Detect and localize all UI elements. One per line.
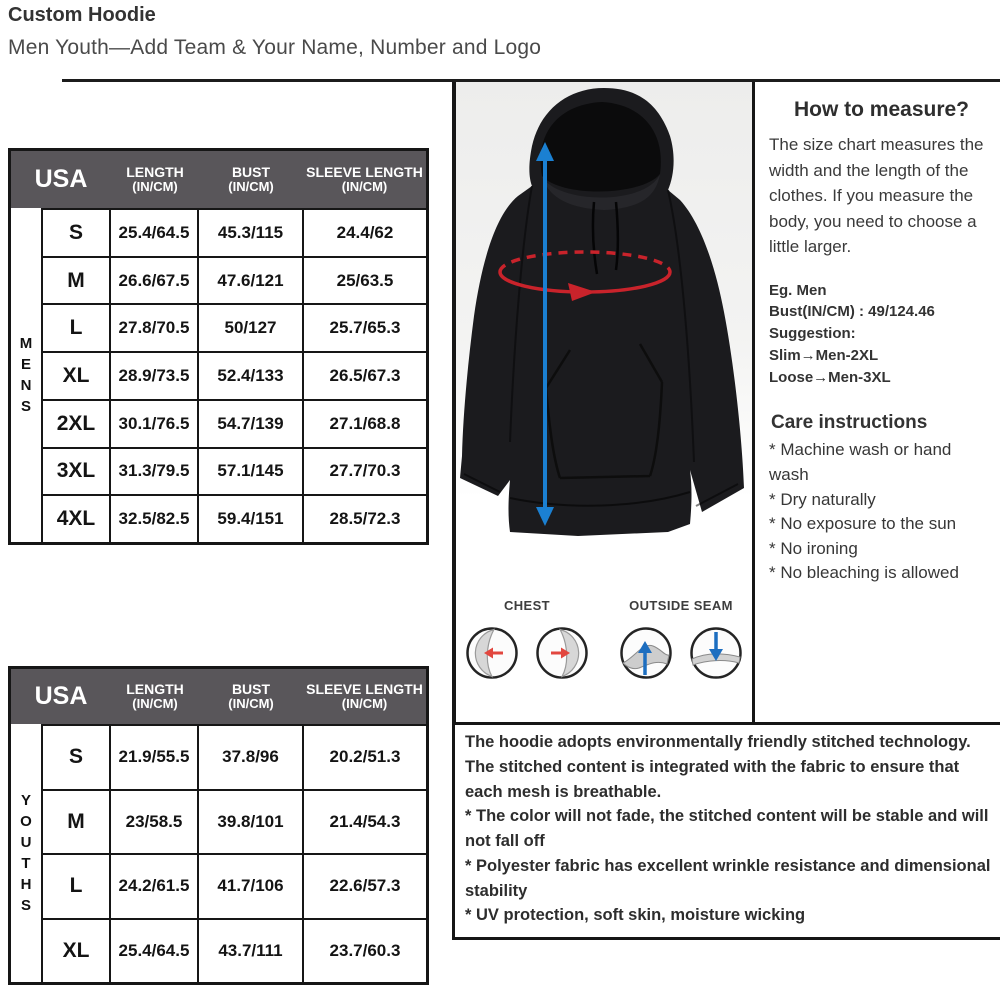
sleeve-cell: 28.5/72.3 <box>302 496 426 542</box>
bust-cell: 41.7/106 <box>197 855 302 918</box>
bust-cell: 47.6/121 <box>197 258 302 304</box>
outside-seam-label: OUTSIDE SEAM <box>629 598 733 613</box>
bust-cell: 45.3/115 <box>197 210 302 256</box>
mens-group-label: MENS <box>19 335 33 415</box>
length-cell: 23/58.5 <box>109 791 197 854</box>
mens-size-table <box>8 148 429 545</box>
length-cell: 24.2/61.5 <box>109 855 197 918</box>
youths-table-header <box>11 669 426 724</box>
bust-cell: 54.7/139 <box>197 401 302 447</box>
length-cell: 21.9/55.5 <box>109 726 197 789</box>
length-cell: 25.4/64.5 <box>109 920 197 983</box>
size-cell: M <box>67 268 85 292</box>
table-row <box>43 789 426 854</box>
size-cell: M <box>67 809 85 833</box>
care-item: * No ironing <box>769 538 858 558</box>
youths-group-label: YOUTHS <box>20 792 32 914</box>
how-to-measure-panel <box>755 82 1000 722</box>
table-row <box>43 724 426 789</box>
column-header-usa: USA <box>34 165 88 194</box>
feature-bullet: * The color will not fade, the stitched content will be stable and will not fall off <box>465 807 989 850</box>
sleeve-cell: 25/63.5 <box>302 258 426 304</box>
length-cell: 28.9/73.5 <box>109 353 197 399</box>
sleeve-cell: 26.5/67.3 <box>302 353 426 399</box>
feature-bullet: * UV protection, soft skin, moisture wicking <box>465 906 806 925</box>
youths-group-label-column <box>11 724 43 982</box>
column-header-length <box>111 164 199 195</box>
length-cell: 31.3/79.5 <box>109 449 197 495</box>
column-header-bust-label: BUST <box>231 680 271 697</box>
care-item: * Machine wash or hand wash <box>769 440 952 484</box>
bust-cell: 57.1/145 <box>197 449 302 495</box>
length-cell: 30.1/76.5 <box>109 401 197 447</box>
size-cell: 3XL <box>56 459 96 483</box>
mens-group-label-column <box>11 208 43 542</box>
hoodie-illustration <box>456 82 752 590</box>
bust-cell: 59.4/151 <box>197 496 302 542</box>
size-cell: L <box>69 316 83 340</box>
table-row <box>43 447 426 495</box>
length-cell: 25.4/64.5 <box>109 210 197 256</box>
example-line: Bust(IN/CM) : 49/124.46 <box>769 303 935 321</box>
feature-bullet: * Polyester fabric has excellent wrinkle resistance and dimensional stability <box>465 856 991 900</box>
mens-table-header <box>11 151 426 208</box>
column-header-sleeve <box>303 164 426 195</box>
youths-size-table <box>8 666 429 985</box>
table-row <box>43 494 426 542</box>
sleeve-cell: 25.7/65.3 <box>302 305 426 351</box>
features-intro: The hoodie adopts environmentally friendly stitched technology. The stitched content is integrated with the fabric to ensure that each mesh is breathable. <box>465 733 971 801</box>
unit-label: (IN/CM) <box>341 696 388 712</box>
size-cell: XL <box>62 938 90 962</box>
size-cell: XL <box>62 364 90 388</box>
unit-label: (IN/CM) <box>228 179 274 195</box>
table-row <box>43 208 426 256</box>
table-row <box>43 351 426 399</box>
column-header-sleeve <box>303 681 426 712</box>
page-subtitle: Men Youth—Add Team & Your Name, Number and Logo <box>8 36 542 59</box>
size-cell: 4XL <box>56 507 96 531</box>
column-header-sleeve-label: SLEEVE LENGTH <box>306 680 423 697</box>
care-instructions-list <box>769 438 994 586</box>
table-row <box>43 399 426 447</box>
bust-cell: 50/127 <box>197 305 302 351</box>
size-cell: L <box>69 874 83 898</box>
measure-description: The size chart measures the width and the length of the clothes. If you measure the body, you need to choose a little larger. <box>769 135 984 256</box>
unit-label: (IN/CM) <box>132 696 178 712</box>
sleeve-cell: 21.4/54.3 <box>302 791 426 854</box>
hoodie-image <box>456 82 752 590</box>
length-cell: 27.8/70.5 <box>109 305 197 351</box>
unit-label: (IN/CM) <box>228 696 274 712</box>
care-instructions-heading: Care instructions <box>771 412 928 434</box>
seam-arrow-up-icon <box>619 626 673 680</box>
table-row <box>43 303 426 351</box>
table-row <box>43 256 426 304</box>
example-line: Suggestion: <box>769 325 856 342</box>
column-header-length-label: LENGTH <box>126 163 184 180</box>
unit-label: (IN/CM) <box>341 179 388 195</box>
how-to-measure-heading: How to measure? <box>793 98 970 121</box>
sleeve-cell: 24.4/62 <box>302 210 426 256</box>
table-row <box>43 853 426 918</box>
care-item: * Dry naturally <box>769 489 876 509</box>
bust-cell: 52.4/133 <box>197 353 302 399</box>
size-cell: 2XL <box>56 411 96 435</box>
unit-label: (IN/CM) <box>132 179 178 195</box>
sleeve-cell: 20.2/51.3 <box>302 726 426 789</box>
column-header-length <box>111 681 199 712</box>
chest-label: CHEST <box>503 598 551 613</box>
size-cell: S <box>68 220 83 244</box>
size-cell: S <box>68 745 83 769</box>
column-header-length-label: LENGTH <box>126 680 184 697</box>
sleeve-cell: 27.1/68.8 <box>302 401 426 447</box>
fabric-features-box <box>452 722 1000 940</box>
care-item: * No exposure to the sun <box>769 514 957 534</box>
sleeve-cell: 27.7/70.3 <box>302 449 426 495</box>
bust-cell: 43.7/111 <box>197 920 302 983</box>
sleeve-cell: 23.7/60.3 <box>302 920 426 983</box>
column-header-bust-label: BUST <box>231 163 271 180</box>
chest-arrow-right-icon <box>535 626 589 680</box>
size-suggestion-example <box>769 280 994 389</box>
column-header-bust <box>199 681 303 712</box>
column-header-bust <box>199 164 303 195</box>
care-item: * No bleaching is allowed <box>769 563 959 583</box>
length-cell: 26.6/67.5 <box>109 258 197 304</box>
example-line: Eg. Men <box>769 281 827 299</box>
example-line: Slim→Men-2XL <box>769 346 879 364</box>
sleeve-cell: 22.6/57.3 <box>302 855 426 918</box>
page-title: Custom Hoodie <box>8 4 156 26</box>
column-header-sleeve-label: SLEEVE LENGTH <box>306 163 423 180</box>
bust-cell: 37.8/96 <box>197 726 302 789</box>
outside-seam-icon-group <box>619 598 743 722</box>
measure-icons-row <box>456 590 752 722</box>
chest-icon-group <box>465 598 589 722</box>
column-header-usa: USA <box>34 682 88 711</box>
seam-arrow-down-icon <box>689 626 743 680</box>
example-line: Loose→Men-3XL <box>769 368 891 386</box>
chest-arrow-left-icon <box>465 626 519 680</box>
length-cell: 32.5/82.5 <box>109 496 197 542</box>
table-row <box>43 918 426 983</box>
bust-cell: 39.8/101 <box>197 791 302 854</box>
hoodie-measure-panel <box>452 82 755 722</box>
